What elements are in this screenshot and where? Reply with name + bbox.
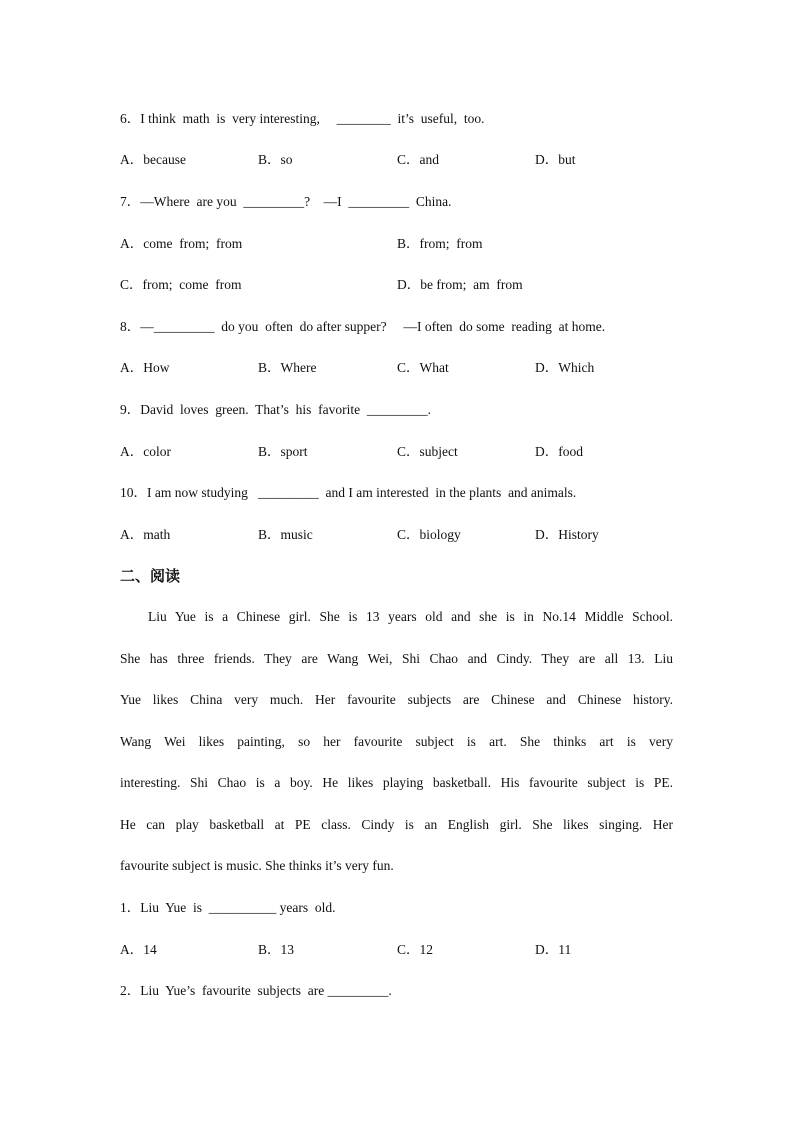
passage-line: Yue likes China very much. Her favourite subjects are Chinese and Chinese history.	[120, 692, 673, 707]
q10-option-a: A．math	[120, 527, 171, 542]
q9-option-a: A．color	[120, 444, 171, 459]
passage-line: Liu Yue is a Chinese girl. She is 13 years old and she is in No.14 Middle School.	[148, 609, 673, 624]
q9-option-d: D．food	[535, 444, 583, 459]
question-7-stem: 7．—Where are you _________? —I _________ China.	[120, 194, 452, 209]
question-6-stem: 6．I think math is very interesting, ________ it’s useful, too.	[120, 111, 485, 126]
rq1-option-b: B．13	[258, 942, 295, 957]
question-8-stem: 8．—_________ do you often do after supper? —I often do some reading at home.	[120, 319, 606, 334]
passage-line: She has three friends. They are Wang Wei, Shi Chao and Cindy. They are all 13. Liu	[120, 651, 673, 666]
q7-option-c: C．from; come from	[120, 277, 242, 292]
section-heading-reading: 二、阅读	[120, 567, 181, 585]
question-10-stem: 10．I am now studying _________ and I am interested in the plants and animals.	[120, 485, 577, 500]
question-9-stem: 9．David loves green. That’s his favorite _________.	[120, 402, 431, 417]
q8-option-c: C．What	[397, 360, 449, 375]
q10-option-d: D．History	[535, 527, 599, 542]
q6-option-b: B．so	[258, 152, 293, 167]
q10-option-c: C．biology	[397, 527, 461, 542]
passage-line: He can play basketball at PE class. Cindy is an English girl. She likes singing. Her	[120, 817, 673, 832]
rq1-option-a: A．14	[120, 942, 157, 957]
q6-option-d: D．but	[535, 152, 576, 167]
q7-option-b: B．from; from	[397, 236, 483, 251]
passage-line: Wang Wei likes painting, so her favourite subject is art. She thinks art is very	[120, 734, 673, 749]
reading-question-1-stem: 1．Liu Yue is __________ years old.	[120, 900, 336, 915]
q8-option-b: B．Where	[258, 360, 317, 375]
q8-option-a: A．How	[120, 360, 170, 375]
q6-option-c: C．and	[397, 152, 439, 167]
passage-line: favourite subject is music. She thinks it’s very fun.	[120, 858, 394, 873]
q9-option-c: C．subject	[397, 444, 458, 459]
q8-option-d: D．Which	[535, 360, 595, 375]
reading-question-2-stem: 2．Liu Yue’s favourite subjects are _________.	[120, 983, 392, 998]
q7-option-a: A．come from; from	[120, 236, 243, 251]
q7-option-d: D．be from; am from	[397, 277, 523, 292]
rq1-option-c: C．12	[397, 942, 434, 957]
q10-option-b: B．music	[258, 527, 313, 542]
q6-option-a: A．because	[120, 152, 186, 167]
q9-option-b: B．sport	[258, 444, 308, 459]
rq1-option-d: D．11	[535, 942, 572, 957]
passage-line: interesting. Shi Chao is a boy. He likes playing basketball. His favourite subject is PE.	[120, 775, 673, 790]
